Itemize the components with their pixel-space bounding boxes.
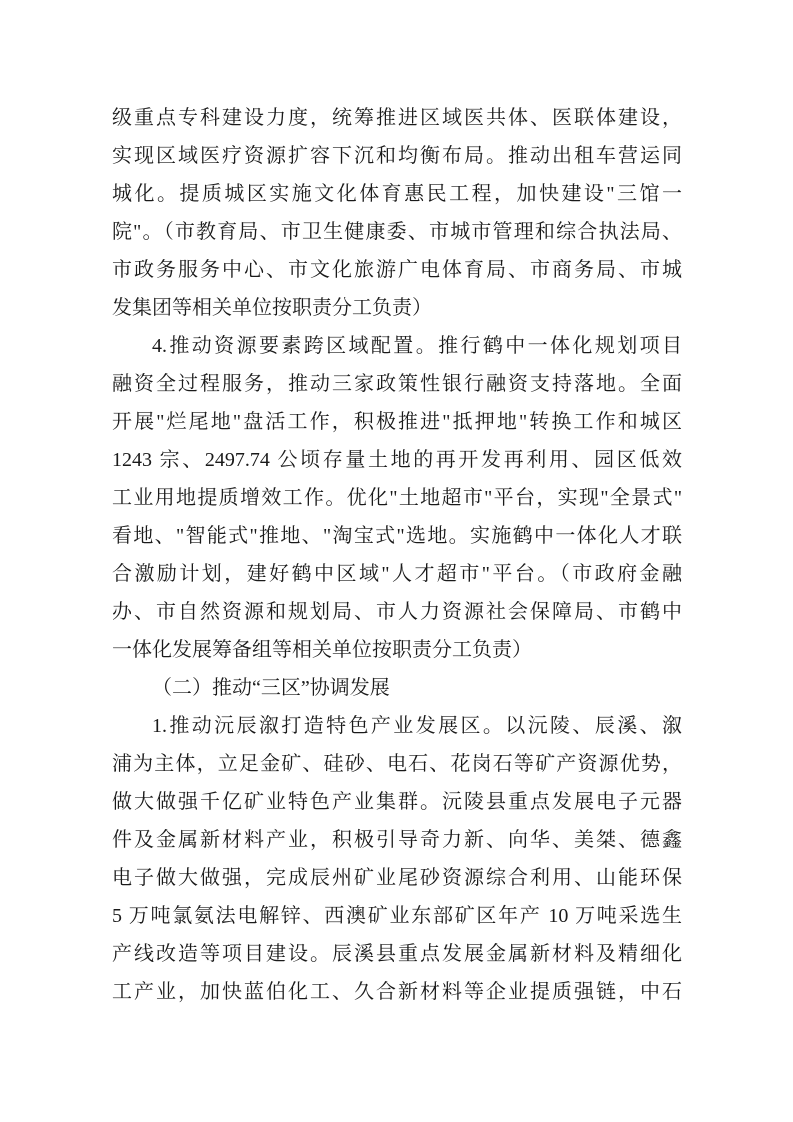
text-line: 浦为主体，立足金矿、硅砂、电石、花岗石等矿产资源优势，	[112, 753, 682, 775]
document-content	[112, 99, 682, 1011]
text-line: 院"。（市教育局、市卫生健康委、市城市管理和综合执法局、	[112, 221, 682, 243]
text-line: 融资全过程服务，推动三家政策性银行融资支持落地。全面	[112, 373, 682, 395]
text-line: 电子做大做强，完成辰州矿业尾砂资源综合利用、山能环保	[112, 867, 682, 889]
text-line: 4.推动资源要素跨区域配置。推行鹤中一体化规划项目	[152, 335, 682, 357]
text-line: （二）推动“三区”协调发展	[152, 677, 390, 699]
text-line: 1243 宗、2497.74 公顷存量土地的再开发再利用、园区低效	[112, 449, 682, 471]
text-line: 看地、"智能式"推地、"淘宝式"选地。实施鹤中一体化人才联	[112, 525, 682, 547]
text-line: 一体化发展筹备组等相关单位按职责分工负责）	[112, 639, 532, 661]
text-line: 开展"烂尾地"盘活工作，积极推进"抵押地"转换工作和城区	[112, 411, 682, 433]
text-line: 做大做强千亿矿业特色产业集群。沅陵县重点发展电子元器	[112, 791, 682, 813]
text-line: 产线改造等项目建设。辰溪县重点发展金属新材料及精细化	[112, 943, 682, 965]
text-line: 级重点专科建设力度，统筹推进区域医共体、医联体建设，	[112, 107, 682, 129]
text-line: 件及金属新材料产业，积极引导奇力新、向华、美桀、德鑫	[112, 829, 682, 851]
text-line: 1.推动沅辰溆打造特色产业发展区。以沅陵、辰溪、溆	[152, 715, 682, 737]
text-line: 工产业，加快蓝伯化工、久合新材料等企业提质强链，中石	[112, 981, 682, 1003]
text-line: 实现区域医疗资源扩容下沉和均衡布局。推动出租车营运同	[112, 145, 682, 167]
text-line: 市政务服务中心、市文化旅游广电体育局、市商务局、市城	[112, 259, 682, 281]
text-line: 办、市自然资源和规划局、市人力资源社会保障局、市鹤中	[112, 601, 682, 623]
text-line: 5 万吨氯氨法电解锌、西澳矿业东部矿区年产 10 万吨采选生	[112, 905, 682, 927]
text-line: 合激励计划，建好鹤中区域"人才超市"平台。（市政府金融	[112, 563, 682, 585]
text-line: 发集团等相关单位按职责分工负责）	[112, 297, 432, 319]
text-line: 工业用地提质增效工作。优化"土地超市"平台，实现"全景式"	[112, 487, 682, 509]
text-line: 城化。提质城区实施文化体育惠民工程，加快建设"三馆一	[112, 183, 682, 205]
